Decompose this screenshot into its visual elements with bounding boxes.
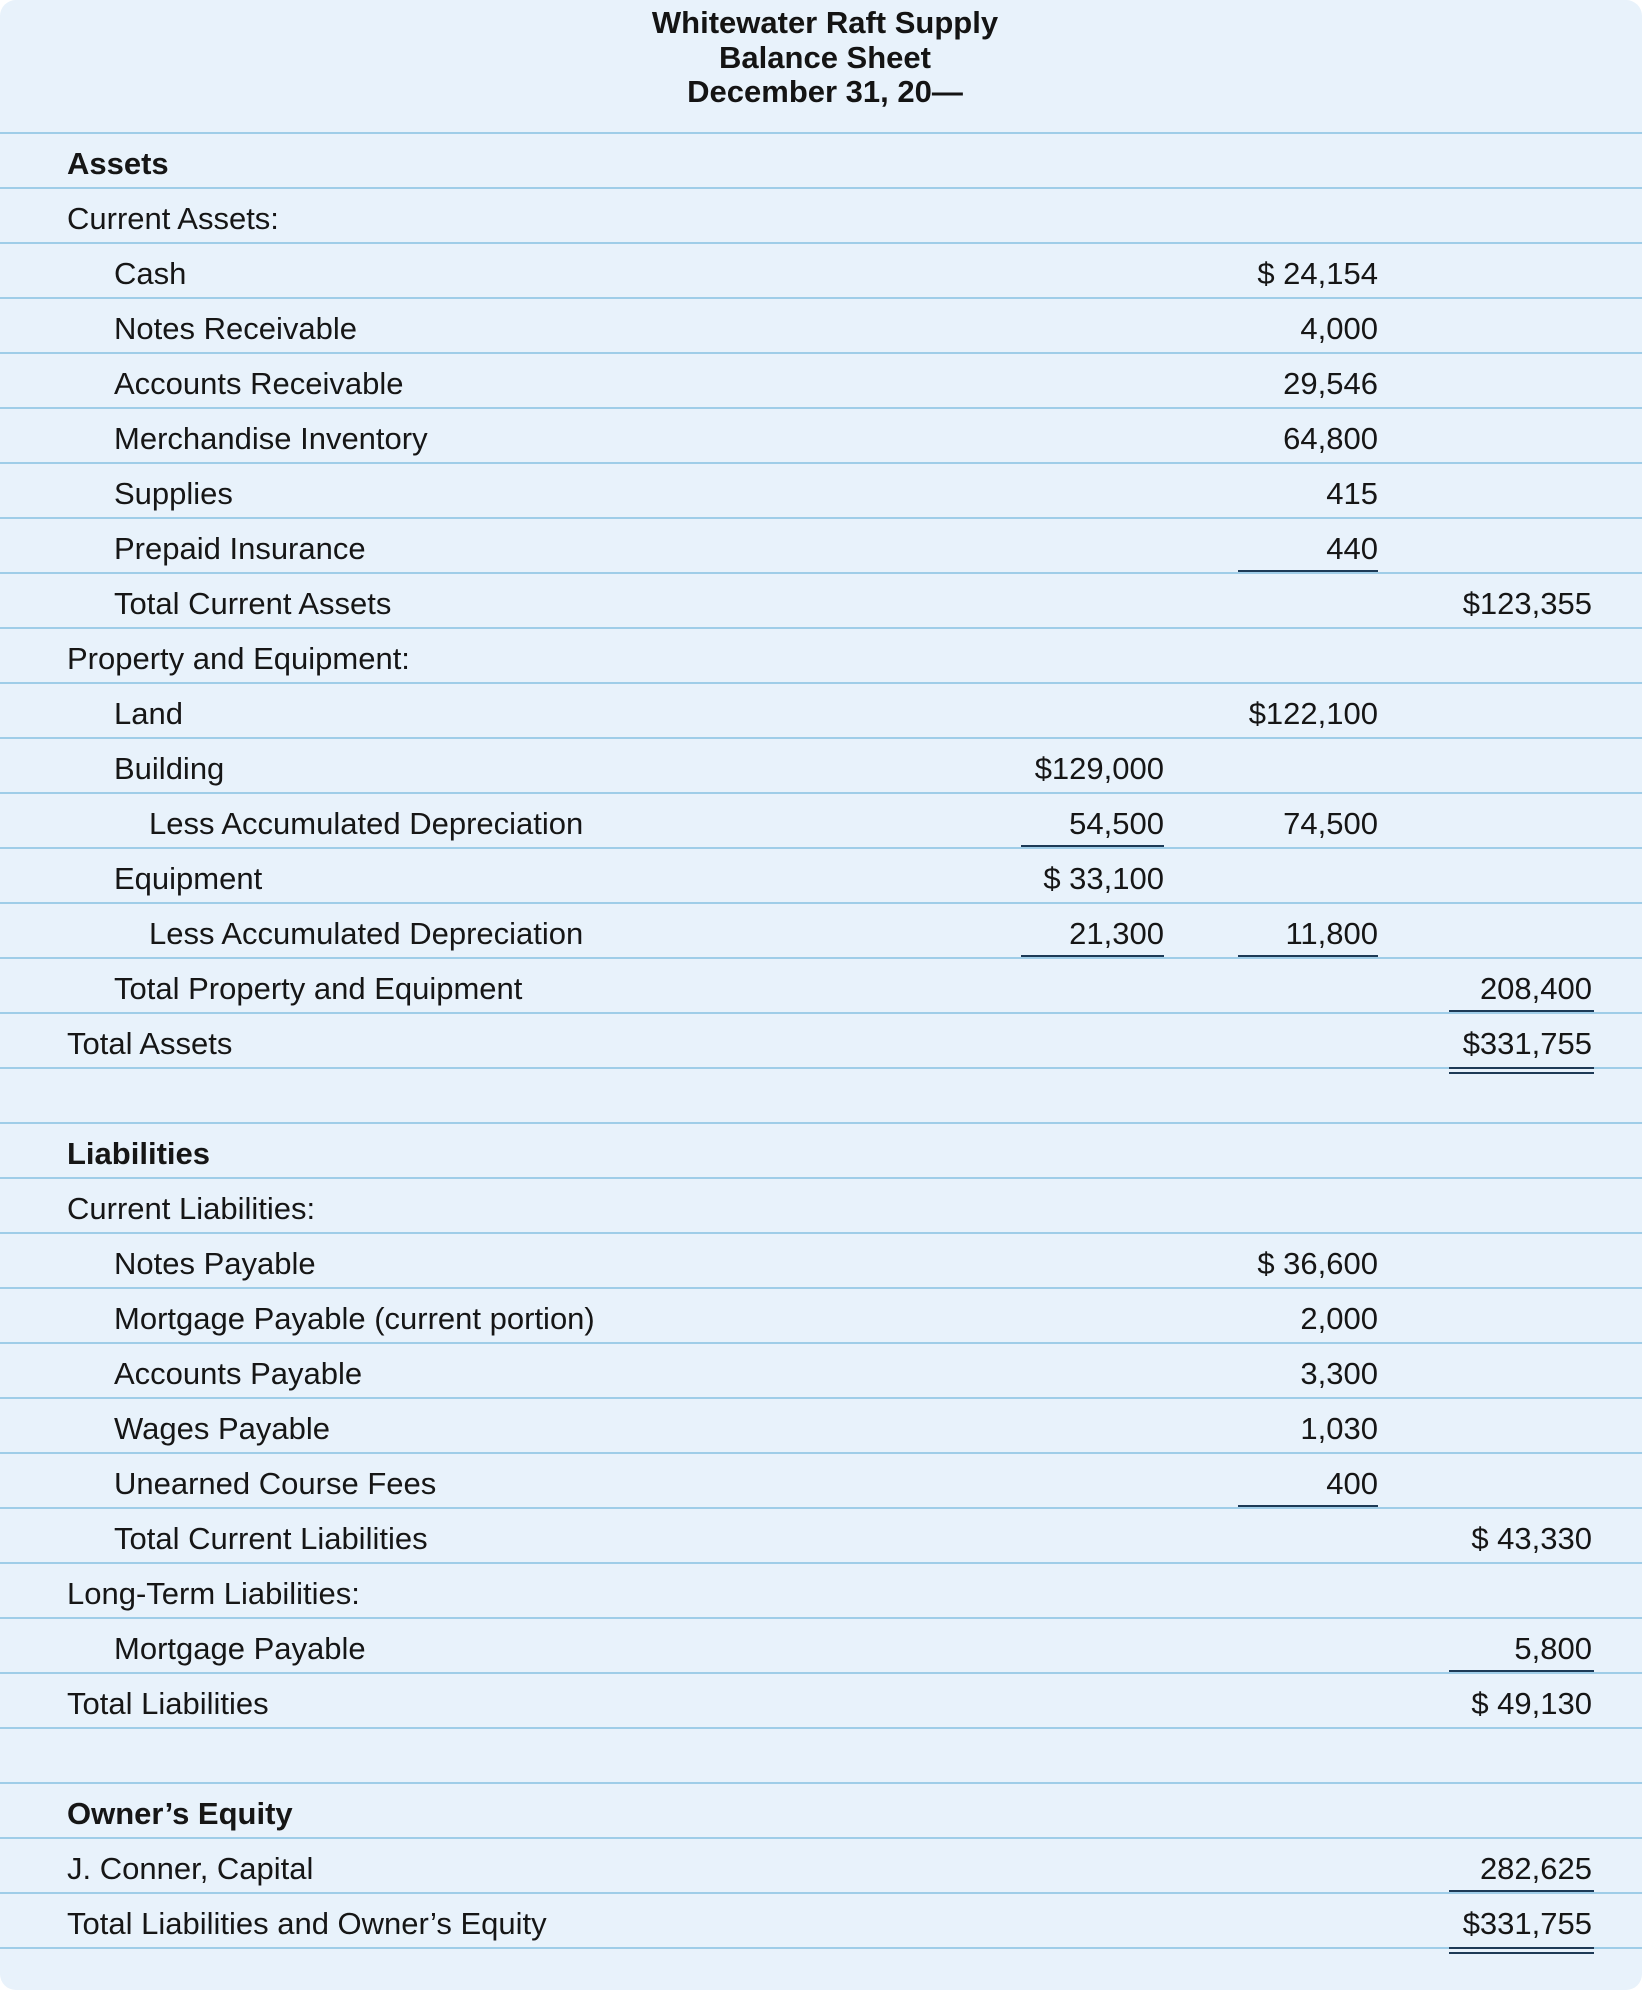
amount-col-2: 11,800 [1285,916,1378,951]
underline-col-3 [1449,1010,1594,1012]
statement-row [0,354,1642,409]
statement-date: December 31, 20— [687,74,963,109]
amount-col-3: 5,800 [1514,1631,1592,1666]
underline-col-2 [1238,1505,1378,1507]
line-item-label: Current Liabilities: [67,1191,316,1226]
amount-col-2: 29,546 [1283,366,1378,401]
amount-col-2: $ 24,154 [1257,256,1378,291]
statement-row [0,189,1642,244]
line-item-label: Total Liabilities and Owner’s Equity [67,1906,547,1941]
statement-row [0,1124,1642,1179]
spacer-row [0,1069,1642,1124]
line-item-label: Total Current Assets [114,586,392,621]
statement-row [0,1014,1642,1069]
line-item-label: Total Property and Equipment [114,971,523,1006]
statement-row [0,1674,1642,1729]
underline-col-3 [1449,1890,1594,1892]
underline-col-1 [1021,955,1164,957]
line-item-label: Property and Equipment: [67,641,410,676]
line-item-label: Notes Payable [114,1246,316,1281]
statement-row [0,574,1642,629]
amount-col-2: 74,500 [1283,806,1378,841]
section-heading: Liabilities [67,1136,210,1171]
amount-col-2: 1,030 [1300,1411,1378,1446]
line-item-label: Accounts Payable [114,1356,363,1391]
statement-row [0,1619,1642,1674]
underline-col-1 [1021,845,1164,847]
line-item-label: J. Conner, Capital [67,1851,314,1886]
statement-row [0,959,1642,1014]
spacer-row [0,1729,1642,1784]
statement-row [0,904,1642,959]
amount-col-3: 208,400 [1479,971,1592,1006]
line-item-label: Supplies [114,476,233,511]
statement-row [0,629,1642,684]
line-item-label: Accounts Receivable [114,366,404,401]
amount-col-2: 3,300 [1300,1356,1378,1391]
line-item-label: Mortgage Payable (current portion) [114,1301,595,1336]
line-item-label: Total Liabilities [67,1686,269,1721]
amount-col-2: $122,100 [1248,696,1378,731]
statement-row [0,1179,1642,1234]
statement-row [0,1564,1642,1619]
line-item-label: Wages Payable [114,1411,330,1446]
statement-row [0,739,1642,794]
statement-row [0,1894,1642,1949]
amount-col-2: 2,000 [1300,1301,1378,1336]
amount-col-3: $123,355 [1462,586,1592,621]
line-item-label: Prepaid Insurance [114,531,366,566]
statement-row [0,684,1642,739]
amount-col-2: 64,800 [1283,421,1378,456]
line-item-label: Mortgage Payable [114,1631,366,1666]
statement-row [0,409,1642,464]
amount-col-1: $ 33,100 [1043,861,1164,896]
statement-row [0,849,1642,904]
amount-col-2: 4,000 [1300,311,1378,346]
statement-row [0,794,1642,849]
line-item-label: Current Assets: [67,201,279,236]
amount-col-2: 415 [1326,476,1378,511]
double-underline [1449,1947,1594,1949]
statement-row [0,1509,1642,1564]
amount-col-3: $331,755 [1462,1906,1592,1941]
line-item-label: Unearned Course Fees [114,1466,437,1501]
amount-col-2: 400 [1326,1466,1378,1501]
line-item-label: Notes Receivable [114,311,357,346]
amount-col-3: $ 43,330 [1471,1521,1592,1556]
line-item-label: Long-Term Liabilities: [67,1576,360,1611]
statement-row [0,519,1642,574]
statement-header [0,6,1642,110]
line-item-label: Total Current Liabilities [114,1521,428,1556]
line-item-label: Less Accumulated Depreciation [149,916,584,951]
amount-col-2: 440 [1326,531,1378,566]
statement-row [0,1399,1642,1454]
line-item-label: Cash [114,256,187,291]
company-name: Whitewater Raft Supply [651,5,999,40]
amount-col-1: 21,300 [1069,916,1164,951]
line-item-label: Total Assets [67,1026,233,1061]
statement-row [0,244,1642,299]
line-item-label: Land [114,696,183,731]
statement-row [0,1289,1642,1344]
statement-row [0,1454,1642,1509]
amount-col-3: $331,755 [1462,1026,1592,1061]
amount-col-1: 54,500 [1069,806,1164,841]
statement-title: Balance Sheet [719,39,931,75]
line-item-label: Equipment [114,861,263,896]
statement-row [0,1839,1642,1894]
statement-row [0,1234,1642,1289]
section-heading: Owner’s Equity [67,1796,293,1831]
statement-row [0,299,1642,354]
amount-col-1: $129,000 [1034,751,1164,786]
amount-col-3: 282,625 [1479,1851,1592,1886]
statement-row [0,464,1642,519]
statement-row [0,1784,1642,1839]
statement-row [0,134,1642,189]
statement-row [0,1344,1642,1399]
underline-col-3 [1449,1670,1594,1672]
line-item-label: Merchandise Inventory [114,421,428,456]
section-heading: Assets [67,146,169,181]
line-item-label: Building [114,751,225,786]
amount-col-2: $ 36,600 [1257,1246,1378,1281]
line-item-label: Less Accumulated Depreciation [149,806,584,841]
underline-col-2 [1238,955,1378,957]
underline-col-2 [1238,570,1378,572]
amount-col-3: $ 49,130 [1471,1686,1592,1721]
